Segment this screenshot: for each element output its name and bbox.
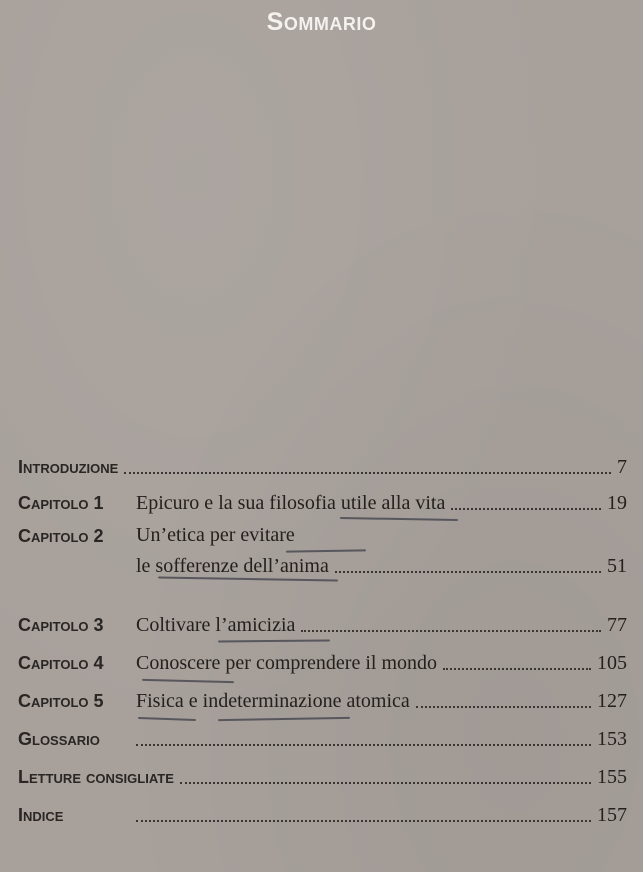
dot-leader: [136, 820, 591, 822]
dot-leader: [136, 744, 591, 746]
dot-leader: [301, 630, 601, 632]
toc-page-number: 127: [597, 690, 627, 712]
toc-label: Capitolo 4: [18, 653, 104, 673]
toc-entry-index[interactable]: [18, 796, 627, 830]
toc-title-line-1: Un’etica per evitare: [136, 524, 295, 546]
toc-entry-chapter-1[interactable]: [18, 484, 627, 518]
toc-title: Fisica e indeterminazione atomica: [136, 690, 410, 712]
toc-page-number: 153: [597, 728, 627, 750]
toc-page-number: 155: [597, 766, 627, 788]
toc-entry-introduction[interactable]: [18, 448, 627, 482]
pen-underline: [286, 549, 366, 552]
toc-page-number: 19: [607, 492, 627, 514]
toc-label: Introduzione: [18, 457, 119, 477]
toc-page-number: 7: [617, 456, 627, 478]
toc-entry-readings[interactable]: [18, 758, 627, 792]
toc-entry-chapter-3[interactable]: [18, 606, 627, 640]
toc-label: Glossario: [18, 729, 100, 749]
toc-label: Capitolo 1: [18, 493, 104, 513]
dot-leader: [124, 472, 611, 474]
toc-label: Letture consigliate: [18, 767, 174, 787]
toc-entry-glossary[interactable]: [18, 720, 627, 754]
toc-label: Capitolo 2: [18, 526, 104, 546]
toc-page-number: 157: [597, 804, 627, 826]
toc-title: le sofferenze dell’anima: [136, 555, 329, 577]
toc-title: Conoscere per comprendere il mondo: [136, 652, 438, 674]
toc-page-number: 105: [597, 652, 627, 674]
dot-leader: [416, 706, 591, 708]
dot-leader: [180, 782, 591, 784]
dot-leader: [451, 508, 601, 510]
toc-entry-chapter-5[interactable]: [18, 682, 627, 716]
toc-entry-chapter-2[interactable]: [18, 520, 627, 580]
toc-label: Capitolo 5: [18, 691, 104, 711]
dot-leader: [443, 668, 591, 670]
pen-underline: [218, 640, 330, 643]
page-title: Sommario: [266, 8, 377, 36]
toc-page-number: 51: [607, 555, 627, 577]
toc-label: Indice: [18, 805, 64, 825]
dot-leader: [335, 571, 601, 573]
toc-label: Capitolo 3: [18, 615, 104, 635]
toc-title: Epicuro e la sua filosofia utile alla vita: [136, 492, 446, 514]
toc-page-number: 77: [607, 614, 627, 636]
toc-entry-chapter-4[interactable]: [18, 644, 627, 678]
toc-title: Coltivare l’amicizia: [136, 614, 296, 636]
